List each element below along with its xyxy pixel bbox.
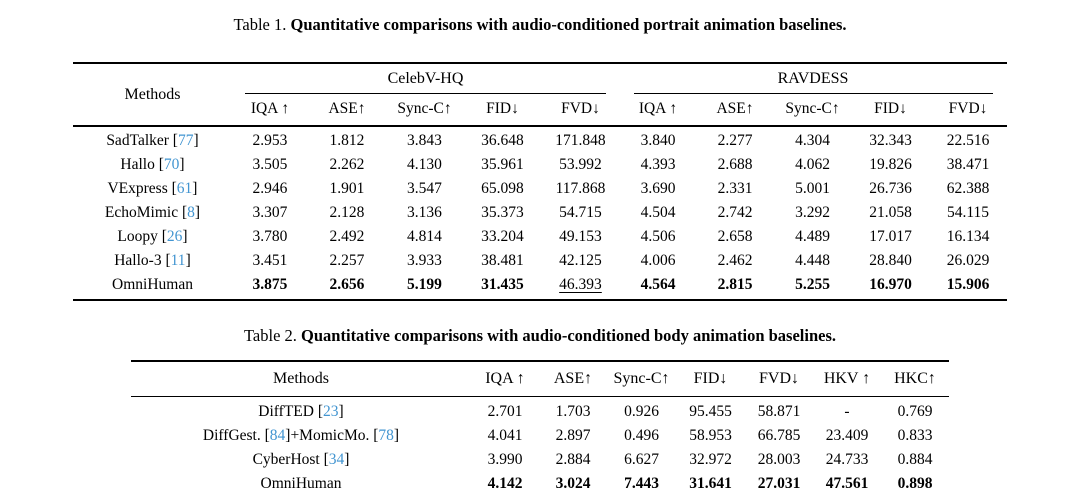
value-cell: 3.307 [252,204,288,221]
table1-caption-prefix: Table 1. [233,15,287,34]
value-cell: 42.125 [559,252,602,269]
table1-body [73,126,1006,300]
method-name: ] [393,427,400,444]
value-cell: 54.115 [946,204,990,221]
value-cell: 2.331 [717,180,753,197]
value-cell: 1.703 [555,403,591,420]
value-cell: 3.933 [407,252,442,269]
table2-header-row [131,361,949,397]
method-name: ] [182,228,188,245]
method-name: ] [185,252,191,269]
value-cell: 0.926 [624,403,659,420]
value-cell: 6.627 [624,451,659,468]
value-cell: 31.641 [689,475,732,492]
method-name: Loopy [ [117,228,167,245]
table-row [73,153,1006,177]
table2-caption [0,324,1080,348]
value-cell: 2.815 [717,276,753,293]
value-cell: 4.504 [640,204,676,221]
value-cell: 2.953 [252,132,288,149]
value-cell: 24.733 [825,451,869,468]
value-cell: 4.393 [640,156,676,173]
method-name: ] [344,451,350,468]
metric-header: HKV ↑ [823,370,871,387]
value-cell: 0.769 [897,403,933,420]
group-label-celebvhq: CelebV-HQ [245,64,605,94]
value-cell: 5.255 [795,276,830,293]
citation-link[interactable]: 78 [378,427,394,444]
value-cell: 3.875 [252,276,288,293]
method-name: DiffGest. [ [202,427,270,444]
metric-header: HKC↑ [894,370,936,387]
value-cell: 16.970 [869,276,912,293]
table1-methods-header: Methods [124,85,181,103]
citation-link[interactable]: 26 [166,228,183,245]
method-cell [73,153,231,177]
value-cell: 17.017 [869,228,912,245]
table1-caption-title: Quantitative comparisons with audio-conditioned portrait animation baselines. [290,15,847,34]
metric-header: FVD↓ [561,100,600,117]
table1-caption [0,0,1080,37]
method-cell [73,273,231,300]
value-cell: 33.204 [481,228,524,245]
value-cell: 49.153 [559,228,602,245]
citation-link[interactable]: 84 [269,427,286,444]
value-cell: 3.136 [407,204,442,221]
value-cell: 4.814 [407,228,442,245]
value-cell: 23.409 [825,427,869,444]
value-cell: 65.098 [481,180,524,197]
method-cell [73,225,231,249]
value-cell: 0.496 [624,427,659,444]
metric-header: Sync-C↑ [397,100,452,117]
value-cell: 31.435 [481,276,524,293]
table-row [73,249,1006,273]
value-cell: 3.292 [795,204,830,221]
method-cell [131,397,471,425]
citation-link[interactable]: 11 [170,252,186,269]
method-name: CyberHost [ [252,451,329,468]
value-cell: 2.688 [717,156,753,173]
value-cell: 2.742 [717,204,753,221]
value-cell: 95.455 [689,403,732,420]
value-cell: 3.547 [407,180,442,197]
value-cell: 28.003 [757,451,801,468]
value-cell: 4.304 [795,132,830,149]
value-cell: 4.006 [640,252,676,269]
value-cell: 5.001 [795,180,830,197]
value-cell: 2.884 [555,451,591,468]
value-cell: 3.843 [407,132,442,149]
method-name: ] [192,180,198,197]
value-cell: - [844,403,850,420]
table2-caption-prefix: Table 2. [244,326,297,345]
value-cell: 4.041 [487,427,523,444]
value-cell: 2.658 [717,228,753,245]
value-cell: 5.199 [407,276,442,293]
value-cell: 26.029 [946,252,990,269]
value-cell: 16.134 [946,228,990,245]
metric-header: FVD↓ [758,370,799,387]
table1 [73,62,1006,301]
value-cell: 28.840 [869,252,912,269]
value-cell: 7.443 [624,475,659,492]
metric-header: FID↓ [486,100,519,117]
table1-group-header-row [73,63,1006,94]
citation-link[interactable]: 23 [323,403,339,420]
metric-header: ASE↑ [328,100,366,117]
value-cell: 1.812 [329,132,365,149]
metric-header: FVD↓ [948,100,988,117]
table-row [73,225,1006,249]
value-cell: 32.972 [689,451,732,468]
value-cell: 1.901 [329,180,365,197]
value-cell: 58.871 [757,403,801,420]
method-name: OmniHuman [112,276,193,293]
group-label-ravdess: RAVDESS [634,64,993,94]
table2-caption-title: Quantitative comparisons with audio-conditioned body animation baselines. [301,326,836,345]
method-cell [73,201,231,225]
value-cell: 27.031 [757,475,801,492]
method-cell [131,424,471,448]
method-cell [73,126,231,153]
value-cell: 58.953 [689,427,732,444]
value-cell: 0.833 [897,427,933,444]
value-cell: 4.130 [407,156,442,173]
metric-header: FID↓ [874,100,907,117]
value-cell: 3.024 [555,475,591,492]
value-cell: 26.736 [869,180,912,197]
metric-header: ASE↑ [553,370,593,387]
method-name: EchoMimic [ [104,204,188,221]
value-cell: 2.946 [252,180,288,197]
value-cell: 21.058 [869,204,912,221]
table1-group-celebvhq [231,63,619,94]
method-name: ]+MomicMo. [ [285,427,379,444]
value-cell: 35.373 [481,204,524,221]
value-cell: 4.564 [640,276,676,293]
value-cell: 0.884 [897,451,933,468]
metric-header: ASE↑ [716,100,754,117]
table2-body [131,397,949,499]
value-cell: 117.868 [555,180,606,197]
table-row [73,201,1006,225]
value-cell: 22.516 [946,132,990,149]
value-cell: 66.785 [757,427,801,444]
value-cell: 53.992 [559,156,602,173]
value-cell: 4.448 [795,252,830,269]
method-name: SadTalker [ [106,132,178,149]
value-cell: 2.492 [329,228,365,245]
value-cell: 2.257 [329,252,365,269]
method-name: DiffTED [ [258,403,324,420]
value-cell: 2.262 [329,156,365,173]
method-name: ] [193,132,199,149]
value-cell: 47.561 [825,475,869,492]
value-cell: 2.897 [555,427,591,444]
value-cell: 3.505 [252,156,288,173]
value-cell: 4.506 [640,228,676,245]
value-cell: 171.848 [555,132,606,149]
table-row [73,273,1006,300]
method-cell [73,177,231,201]
value-cell: 36.648 [481,132,524,149]
table2-methods-header: Methods [273,370,329,387]
method-name: ] [179,156,185,173]
table2 [131,360,949,499]
method-name: ] [338,403,344,420]
value-cell: 19.826 [869,156,912,173]
value-cell: 4.489 [795,228,830,245]
value-cell: 4.062 [795,156,830,173]
table-row [131,448,949,472]
citation-link[interactable]: 61 [176,180,193,197]
table2-header [131,361,949,397]
value-cell: 54.715 [559,204,602,221]
metric-header: Sync-C↑ [785,100,840,117]
metric-header: Sync-C↑ [613,370,670,387]
table-row [73,126,1006,153]
value-cell: 4.142 [487,475,523,492]
method-name: VExpress [ [107,180,177,197]
value-cell: 35.961 [481,156,524,173]
value-cell: 46.393 [559,276,602,293]
method-cell [73,249,231,273]
method-cell [131,448,471,472]
citation-link[interactable]: 34 [328,451,345,468]
citation-link[interactable]: 70 [163,156,180,173]
method-name: Hallo-3 [ [114,252,171,269]
table-row [73,177,1006,201]
method-name: Hallo [ [120,156,164,173]
citation-link[interactable]: 8 [187,204,195,221]
value-cell: 0.898 [897,475,933,492]
metric-header: IQA ↑ [250,100,290,117]
metric-header: FID↓ [693,370,728,387]
value-cell: 2.656 [329,276,365,293]
value-cell: 32.343 [869,132,912,149]
table1-header [73,63,1006,126]
value-cell: 38.471 [946,156,990,173]
value-cell: 62.388 [946,180,990,197]
metric-header: IQA ↑ [485,370,525,387]
table1-group-ravdess [620,63,1007,94]
value-cell: 3.990 [487,451,523,468]
method-name: ] [194,204,201,221]
metric-header: IQA ↑ [638,100,678,117]
value-cell: 3.840 [640,132,676,149]
value-cell: 2.128 [329,204,365,221]
table-row [131,472,949,499]
method-cell [131,472,471,499]
value-cell: 3.780 [252,228,288,245]
value-cell: 2.701 [487,403,523,420]
value-cell: 2.462 [717,252,753,269]
method-name: OmniHuman [260,475,342,492]
value-cell: 38.481 [481,252,524,269]
value-cell: 15.906 [946,276,990,293]
value-cell: 2.277 [717,132,753,149]
table-row [131,424,949,448]
value-cell: 3.451 [252,252,288,269]
citation-link[interactable]: 77 [177,132,194,149]
value-cell: 3.690 [640,180,676,197]
table-row [131,397,949,425]
